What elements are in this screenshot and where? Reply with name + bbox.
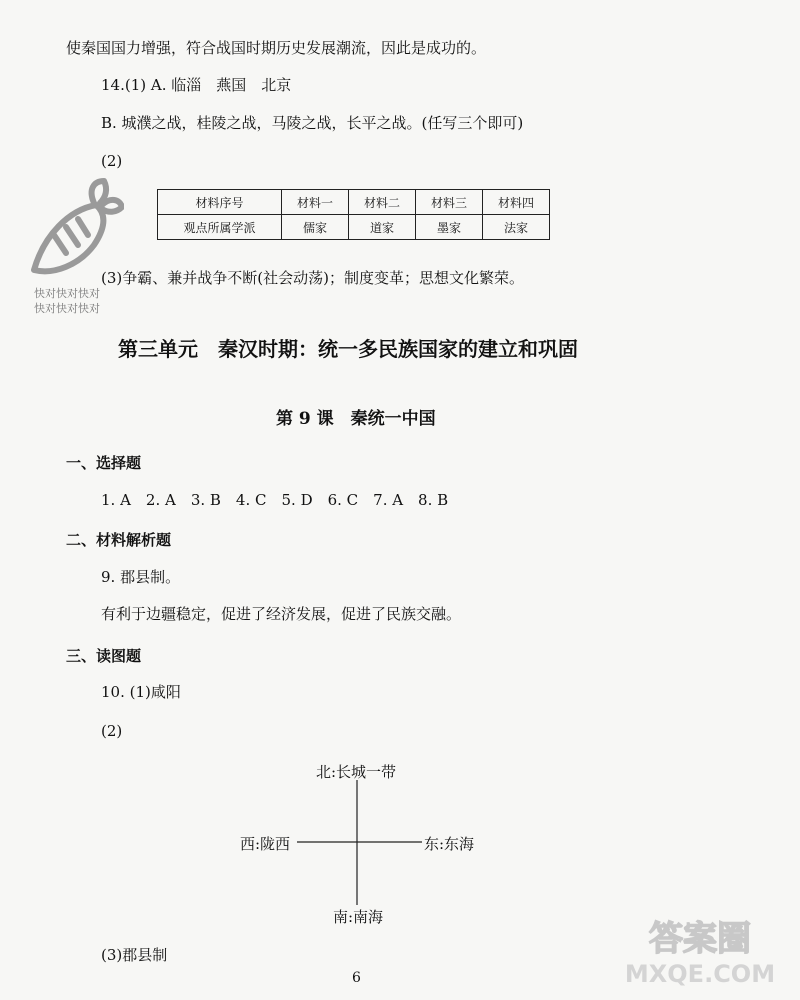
q9-explanation: 有利于边疆稳定，促进了经济发展，促进了民族交融。: [101, 605, 462, 623]
compass-south: 南:南海: [333, 908, 384, 926]
table-cell: 材料四: [483, 190, 550, 215]
table-cell: 材料二: [349, 190, 416, 215]
section-title-map: 三、读图题: [66, 647, 142, 665]
q9-answer: 9. 郡县制。: [101, 568, 181, 586]
lesson-title: 第 9 课 秦统一中国: [276, 409, 436, 429]
q14-part3-answer: (3)争霸、兼并战争不断(社会动荡)；制度变革；思想文化繁荣。: [101, 269, 524, 287]
table-cell: 道家: [349, 215, 416, 240]
table-cell: 墨家: [416, 215, 483, 240]
watermark-text-cn: 答案圈: [649, 919, 751, 959]
q14-part1-answer: 14.(1) A. 临淄 燕国 北京: [101, 76, 292, 94]
table-cell: 材料一: [282, 190, 349, 215]
section-title-material: 二、材料解析题: [66, 531, 172, 549]
table-cell: 法家: [483, 215, 550, 240]
page-number: 6: [352, 970, 361, 986]
unit-title: 第三单元 秦汉时期：统一多民族国家的建立和巩固: [118, 337, 578, 361]
section-title-choice: 一、选择题: [66, 454, 142, 472]
compass-west: 西:陇西: [240, 835, 291, 853]
site-watermark-logo: [610, 910, 790, 990]
text-line-1: 使秦国国力增强，符合战国时期历史发展潮流，因此是成功的。: [66, 39, 487, 57]
logo-text-1: 快对快对快对: [34, 287, 100, 300]
q14-part1-b-answer: B. 城濮之战，桂陵之战，马陵之战，长平之战。(任写三个即可): [101, 114, 524, 132]
choice-answers: 1. A 2. A 3. B 4. C 5. D 6. C 7. A 8. B: [101, 491, 449, 509]
table-cell: 儒家: [282, 215, 349, 240]
q14-part2-label: (2): [101, 152, 123, 170]
table-cell: 材料三: [416, 190, 483, 215]
table-cell: 观点所属学派: [158, 215, 282, 240]
watermark-text-en: MXQE.COM: [624, 960, 776, 988]
compass-north: 北:长城一带: [316, 763, 397, 781]
logo-text-2: 快对快对快对: [34, 302, 100, 315]
table-cell: 材料序号: [158, 190, 282, 215]
q10-part3-answer: (3)郡县制: [101, 946, 168, 964]
q10-part1-answer: 10. (1)咸阳: [101, 683, 181, 701]
q10-part2-label: (2): [101, 722, 123, 740]
compass-east: 东:东海: [424, 835, 475, 853]
